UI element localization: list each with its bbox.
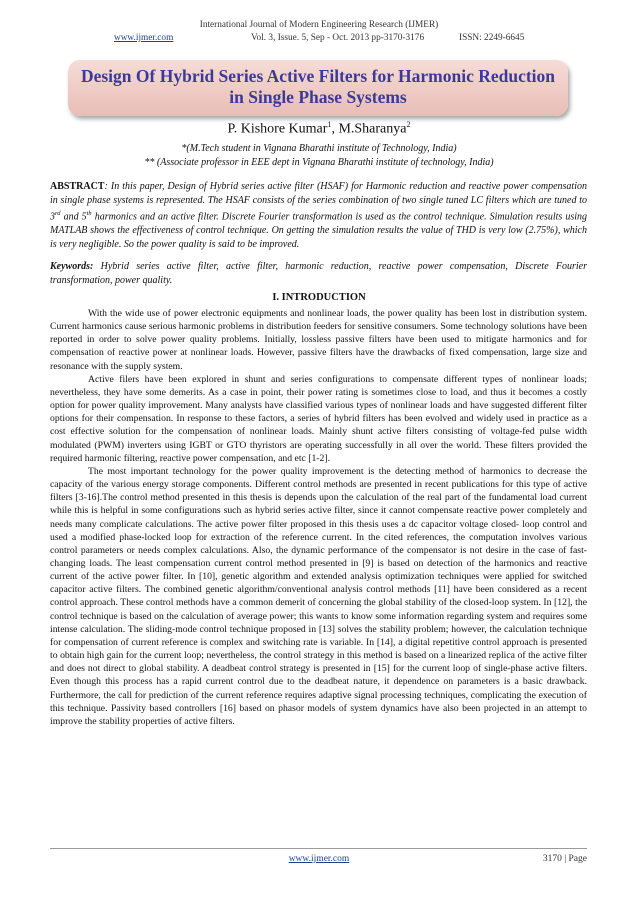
body-paragraph: The most important technology for the power quality improvement is the detecting method of harmonics to decrease the capacity of the various energy storage components. Different control methods are presented in recent publications for this type of active filters [3-16].The control method presented in this thesis is depends upon the calculation of the real part of the fundamental load current while this is helpful in some configurations such as hybrid series active filter, since it cannot compensate reactive power completely and needs many complicate calculations. The active power filter proposed in this thesis uses a dc capacitor voltage closed- loop control and used a modified phase-locked loop for extraction of the reference current. In the cited references, the computation involves various control parameters or needs complex calculations. Also, the dynamic performance of the compensator is not desire in the case of fast-changing loads. The least compensation current control method presented in [9] is based on detection of the harmonics and reactive current of the active power filter. In [10], genetic algorithm and extended analysis optimization techniques were applied for switched capacitor active filters. The combined genetic algorithm/conventional analysis control methods [11] have been considered as a recent control approach. These control methods have a common demerit of concerning the global stability of the closed-loop system. In [12], the control technique is based on the calculation of average power; this wants to know some information regarding system and requires some intense calculation. The sliding-mode control technique proposed in [13] solves the stability problem; however, the calculation technique for compensation of current reference is complex and switching rate is variable. In [14], a digital repetitive control approach is presented to obtain high gain for the current loop; nevertheless, the control strategy in this method is based on a linearized replica of the active filter and does not direct to global stability. A deadbeat control strategy is presented in [15] for the current loop of single-phase active filters. Even though this process has a rapid current control due to the deadbeat nature, it dependence on parameters is a basic drawback. Furthermore, the call for prediction of the current reference requires adaptive signal processing techniques, complicating the execution of this technique. Passivity based controllers [16] based on phasor models of system dynamics have also been projected in an attempt to improve the stability properties of active filters. — [50, 465, 587, 727]
paper-title — [68, 66, 568, 108]
abstract: ABSTRACT: In this paper, Design of Hybrid series active filter (HSAF) for Harmonic reduction and reactive power compensation in single phase systems is represented. The HSAF consists of the series combination of two single tuned LC filters which are tuned to 3rd and 5th harmonics and an active filter. Discrete Fourier transformation is used as the control technique. Simulation results using MATLAB shows the effectiveness of control technique. On getting the simulation results the value of THD is very low (2.75%), which is very negligible. So the power quality is said to be improved. — [50, 181, 587, 250]
header-website-link[interactable]: www.ijmer.com — [114, 33, 174, 43]
author-2: M.Sharanya — [338, 121, 407, 137]
keywords — [50, 260, 587, 287]
affiliation-2: ** (Associate professor in EEE dept in Vignana Bharathi institute of technology, India) — [144, 157, 494, 168]
abstract-sup-1: rd — [55, 210, 61, 218]
page-number: 3170 | Page — [542, 854, 587, 864]
keywords-label: Keywords: — [50, 261, 94, 272]
affiliation-1: *(M.Tech student in Vignana Bharathi institute of Technology, India) — [181, 143, 457, 154]
abstract-label: ABSTRACT — [50, 181, 105, 192]
body-paragraph: Active filers have been explored in shunt and series configurations to compensate different types of nonlinear loads; nevertheless, they have some demerits. As a case in point, their power rating is sometimes close to load, and thus it becomes a costly option for power quality improvement. Many analysts have classified various types of nonlinear loads and have suggested different filter options for their compensation. In response to these factors, a series of hybrid filters has been evolved and widely used in practice as a cost effective solution for the compensation of nonlinear loads. Mainly shunt active filters consisting of voltage-fed pulse width modulated (PWM) inverters using IGBT or GTO thyristors are operating successfully in all over the world. These filters provided the required harmonic filtering, reactive power compensation, and etc [1-2]. — [50, 373, 587, 464]
introduction-body — [50, 307, 587, 728]
title-line-1: Design Of Hybrid Series Active Filters for Harmonic Reduction — [80, 66, 556, 86]
author-1: P. Kishore Kumar — [227, 121, 328, 137]
journal-name: International Journal of Modern Engineering Research (IJMER) — [199, 20, 439, 30]
keywords-text: Hybrid series active filter, active filter, harmonic reduction, reactive power compensation, Discrete Fourier transformation, power quality. — [50, 261, 588, 286]
title-line-2: in Single Phase Systems — [229, 87, 407, 107]
header-issn: ISSN: 2249-6645 — [459, 33, 525, 43]
abstract-text-1: In this paper, Design of Hybrid series active filter (HSAF) for Harmonic reduction and reactive power compensation in single phase systems is represented. The HSAF consists of the series combination of two single tuned LC filters which are tuned to 3 — [50, 181, 587, 223]
abstract-text-2: and 5 — [60, 211, 87, 223]
section-heading: I. INTRODUCTION — [272, 292, 366, 303]
journal-meta-line — [0, 33, 638, 45]
authors: P. Kishore Kumar$^1$, M.Sharanya$^2$ — [227, 120, 411, 137]
footer-divider — [50, 848, 587, 849]
abstract-sup-2: th — [86, 210, 92, 218]
abstract-text-3: harmonics and an active filter. Discrete Fourier transformation is used as the control technique. Simulation results using MATLAB shows the effectiveness of control technique. On getting the simulation results the value of THD is very low (2.75%), which is very negligible. So the power quality is said to be improved. — [50, 211, 587, 250]
body-paragraph: With the wide use of power electronic equipments and nonlinear loads, the power quality has been lost in distribution system. Current harmonics cause serious harmonic problems in distribution feeders for sensitive consumers. Some technology solutions have been reported in order to solve power quality problems. Initially, lossless passive filters have been used to mitigate harmonics and for compensation of reactive power at nonlinear loads. However, passive filters have the drawbacks of fixed compensation, large size and resonance with the supply system. — [50, 308, 587, 372]
header-volume: Vol. 3, Issue. 5, Sep - Oct. 2013 pp-3170-3176 — [251, 33, 425, 43]
footer-website-link[interactable]: www.ijmer.com — [288, 854, 350, 864]
